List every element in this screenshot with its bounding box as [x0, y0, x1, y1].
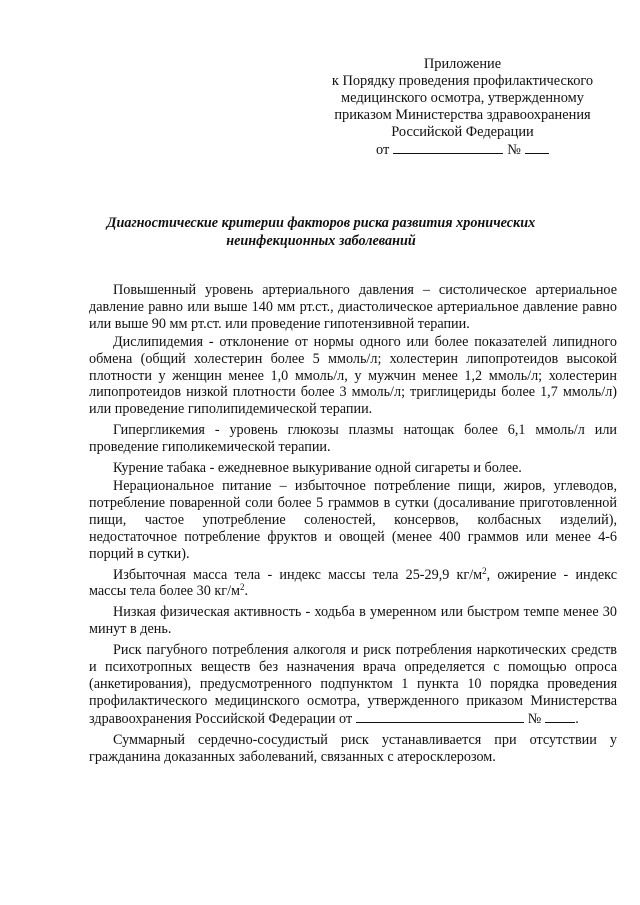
number-blank	[525, 141, 549, 154]
document-title	[90, 214, 552, 250]
document-body	[89, 282, 617, 766]
date-blank	[393, 141, 503, 154]
superscript-2: 2	[240, 582, 245, 593]
from-label: от	[375, 142, 390, 158]
order-number-label: №	[527, 710, 542, 727]
paragraph-hyperglycemia: Гипергликемия - уровень глюкозы плазмы натощак более 6,1 ммоль/л или проведение гиполикемической терапии.	[89, 422, 617, 456]
paragraph-alcohol-risk	[89, 642, 617, 728]
paragraph-physical-activity: Низкая физическая активность - ходьба в умеренном или быстром темпе менее 30 минут в день.	[89, 604, 617, 638]
paragraph-blood-pressure: Повышенный уровень артериального давления – систолическое артериальное давление равно или выше 140 мм рт.ст., диастолическое артериальное давление равно или выше 90 мм рт.ст. или проведение гипотензивной терапии.	[89, 282, 617, 332]
number-label: №	[507, 142, 522, 158]
alcohol-risk-text: Риск пагубного потребления алкоголя и риск потребления наркотических средств и психотропных веществ без назначения врача определяется с помощью опроса (анкетирования), предусмотренного подпунктом 1 пункта 10 порядка проведения профилактического медицинского осмотра, утвержденного приказом Министерства здравоохранения Российской Федерации от	[89, 642, 617, 727]
title-line-2: неинфекционных заболеваний	[226, 233, 416, 249]
paragraph-nutrition: Нерациональное питание – избыточное потребление пищи, жиров, углеводов, потребление поваренной соли более 5 граммов в сутки (досаливание приготовленной пищи, частое употребление соленостей, консервов, колбасных изделий), недостаточное потребление фруктов и овощей (менее 400 граммов или менее 4-6 порций в сутки).	[89, 477, 617, 562]
paragraph-dyslipidemia: Дислипидемия - отклонение от нормы одного или более показателей липидного обмена (общий холестерин более 5 ммоль/л; холестерин липопротеидов высокой плотности у женщин менее 1,0 ммоль/л, у мужчин менее 1,2 ммоль/л; холестерин липопротеидов низкой плотности более 3 ммоль/л; триглицериды более 1,7 ммоль/л) или проведение гиполипидемической терапии.	[89, 333, 617, 418]
appendix-header	[320, 56, 605, 159]
order-number-blank	[545, 710, 575, 723]
body-mass-text-c: .	[244, 583, 249, 600]
superscript-2: 2	[482, 565, 487, 576]
appendix-line-4: приказом Министерства здравоохранения	[334, 107, 591, 123]
body-mass-text-a: Избыточная масса тела - индекс массы тела 25-29,9 кг/м	[113, 566, 483, 583]
appendix-line-5: Российской Федерации	[391, 124, 534, 140]
appendix-line-1: Приложение	[423, 56, 502, 72]
alcohol-risk-end: .	[575, 710, 579, 727]
paragraph-smoking: Курение табака - ежедневное выкуривание одной сигареты и более.	[113, 460, 522, 477]
title-line-1: Диагностические критерии факторов риска развития хронических	[106, 215, 536, 231]
order-date-blank	[356, 710, 524, 723]
appendix-date-number-line	[320, 141, 605, 159]
appendix-line-3: медицинского осмотра, утвержденному	[341, 90, 584, 106]
appendix-line-2: к Порядку проведения профилактического	[331, 73, 594, 89]
body-mass-text-b: , ожирение - индекс массы тела более 30 кг/м	[89, 566, 617, 600]
paragraph-cardiovascular-risk: Суммарный сердечно-сосудистый риск устанавливается при отсутствии у гражданина доказанных заболеваний, связанных с атеросклерозом.	[89, 731, 617, 765]
paragraph-body-mass	[89, 567, 617, 601]
